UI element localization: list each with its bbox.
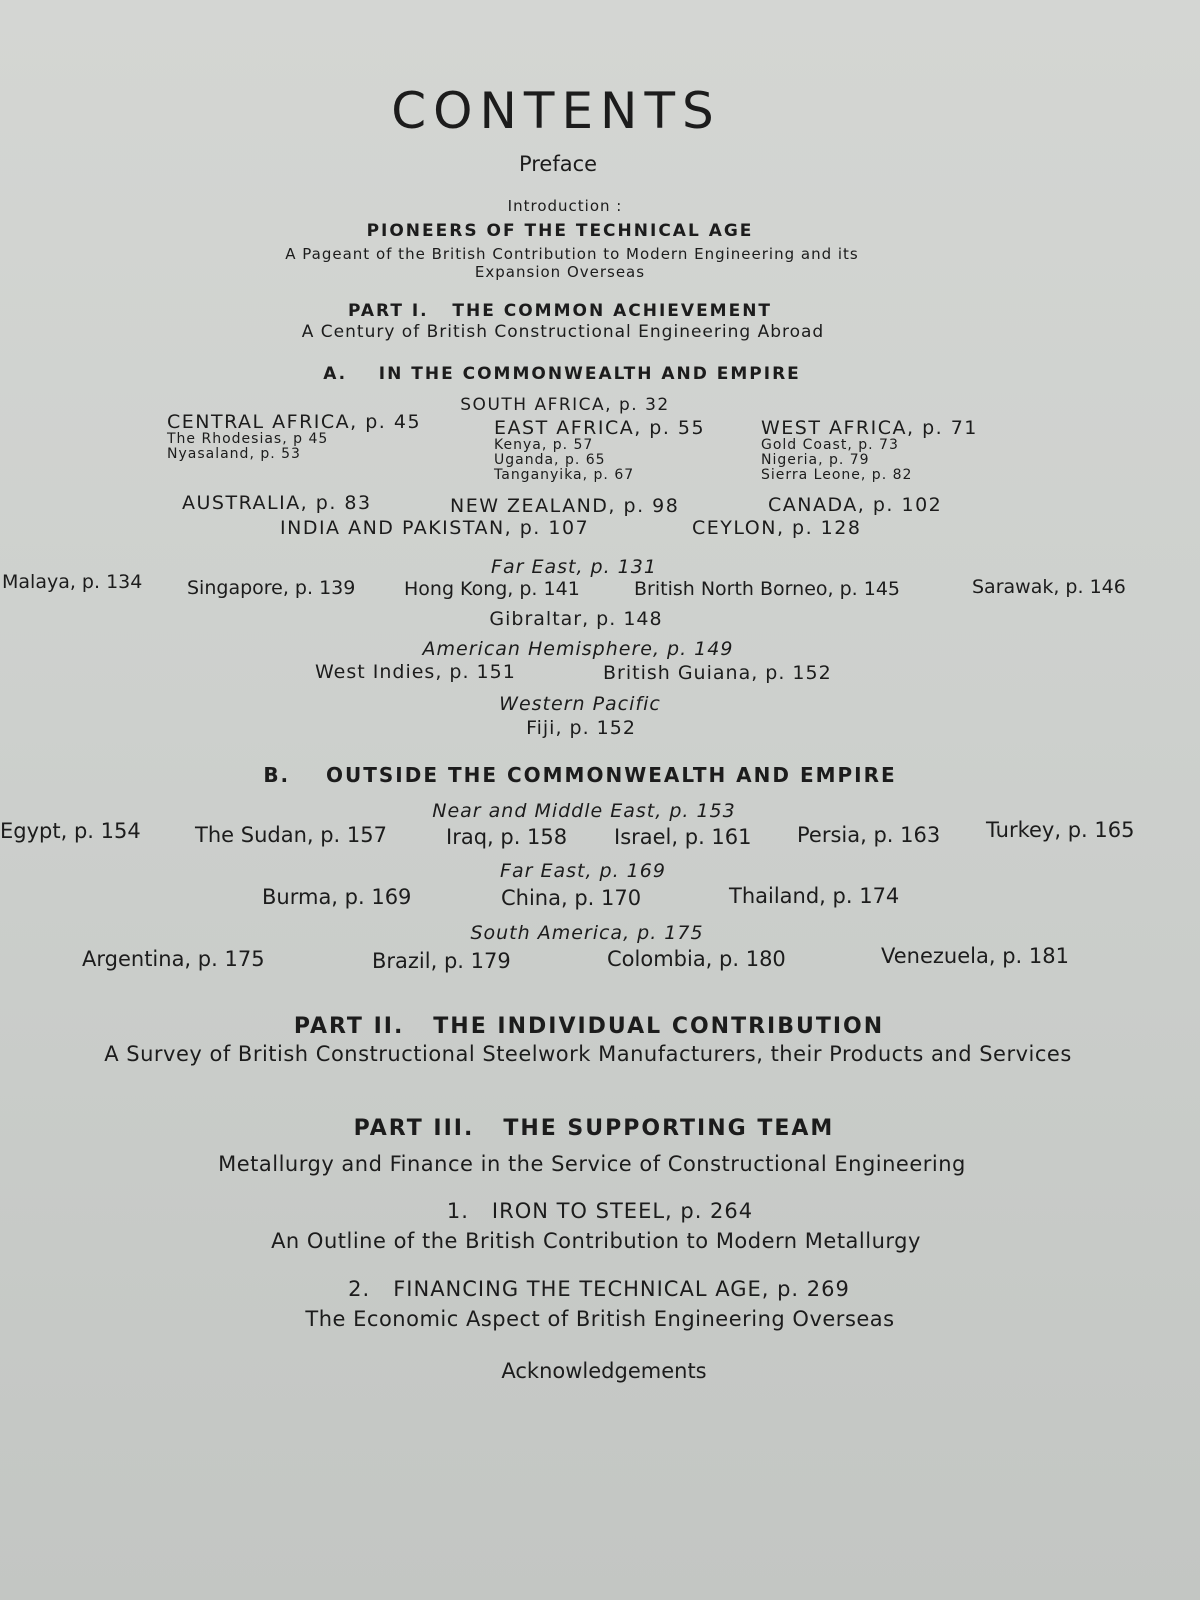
kenya-entry: Kenya, p. 57 bbox=[494, 437, 594, 453]
page-title: CONTENTS bbox=[391, 82, 721, 140]
singapore-entry: Singapore, p. 139 bbox=[187, 577, 356, 599]
preface-entry: Preface bbox=[518, 152, 598, 176]
venezuela-entry: Venezuela, p. 181 bbox=[881, 944, 1069, 968]
persia-entry: Persia, p. 163 bbox=[797, 823, 941, 847]
iraq-entry: Iraq, p. 158 bbox=[446, 825, 568, 849]
far-east-a-heading: Far East, p. 131 bbox=[491, 556, 657, 578]
west-africa-column bbox=[761, 418, 978, 483]
india-pakistan-entry: INDIA AND PAKISTAN, p. 107 bbox=[280, 517, 590, 539]
south-africa-entry: SOUTH AFRICA, p. 32 bbox=[460, 395, 670, 415]
malaya-entry: Malaya, p. 134 bbox=[2, 571, 143, 593]
near-middle-east-heading: Near and Middle East, p. 153 bbox=[432, 800, 736, 822]
sarawak-entry: Sarawak, p. 146 bbox=[972, 576, 1126, 598]
tanganyika-entry: Tanganyika, p. 67 bbox=[494, 467, 635, 483]
section-a-heading: A. IN THE COMMONWEALTH AND EMPIRE bbox=[323, 364, 801, 384]
part3-subtitle: Metallurgy and Finance in the Service of Constructional Engineering bbox=[218, 1152, 966, 1176]
introduction-label: Introduction : bbox=[507, 197, 623, 215]
turkey-entry: Turkey, p. 165 bbox=[986, 818, 1135, 842]
introduction-subtitle-line2: Expansion Overseas bbox=[474, 263, 646, 281]
east-africa-column bbox=[494, 418, 705, 483]
part2-subtitle: A Survey of British Constructional Steelwork Manufacturers, their Products and Services bbox=[104, 1042, 1072, 1066]
british-guiana-entry: British Guiana, p. 152 bbox=[603, 662, 832, 684]
iron-to-steel-subtitle: An Outline of the British Contribution to Modern Metallurgy bbox=[271, 1229, 921, 1253]
part2-heading: PART II. THE INDIVIDUAL CONTRIBUTION bbox=[293, 1014, 885, 1039]
american-hemisphere-heading: American Hemisphere, p. 149 bbox=[422, 638, 734, 660]
central-africa-entry: CENTRAL AFRICA, p. 45 bbox=[167, 411, 422, 433]
nyasaland-entry: Nyasaland, p. 53 bbox=[167, 446, 301, 462]
egypt-entry: Egypt, p. 154 bbox=[0, 819, 141, 843]
hong-kong-entry: Hong Kong, p. 141 bbox=[404, 578, 580, 600]
sierra-leone-entry: Sierra Leone, p. 82 bbox=[761, 467, 913, 483]
gold-coast-entry: Gold Coast, p. 73 bbox=[761, 437, 899, 453]
financing-entry: 2. FINANCING THE TECHNICAL AGE, p. 269 bbox=[348, 1277, 850, 1301]
central-africa-column bbox=[167, 412, 421, 462]
rhodesias-entry: The Rhodesias, p 45 bbox=[167, 431, 329, 447]
west-africa-entry: WEST AFRICA, p. 71 bbox=[761, 417, 978, 439]
west-indies-entry: West Indies, p. 151 bbox=[315, 661, 516, 683]
financing-subtitle: The Economic Aspect of British Engineering Overseas bbox=[305, 1307, 895, 1331]
ceylon-entry: CEYLON, p. 128 bbox=[692, 517, 862, 539]
far-east-b-heading: Far East, p. 169 bbox=[500, 860, 666, 882]
introduction-subtitle-line1: A Pageant of the British Contribution to Modern Engineering and its bbox=[285, 245, 859, 263]
sudan-entry: The Sudan, p. 157 bbox=[195, 823, 387, 847]
iron-to-steel-entry: 1. IRON TO STEEL, p. 264 bbox=[446, 1199, 754, 1223]
part1-subtitle: A Century of British Constructional Engineering Abroad bbox=[301, 322, 825, 342]
part1-heading: PART I. THE COMMON ACHIEVEMENT bbox=[347, 301, 773, 321]
introduction-heading: PIONEERS OF THE TECHNICAL AGE bbox=[366, 221, 754, 241]
china-entry: China, p. 170 bbox=[501, 886, 642, 910]
western-pacific-heading: Western Pacific bbox=[499, 693, 661, 715]
new-zealand-entry: NEW ZEALAND, p. 98 bbox=[450, 495, 680, 517]
east-africa-entry: EAST AFRICA, p. 55 bbox=[494, 417, 706, 439]
colombia-entry: Colombia, p. 180 bbox=[607, 947, 786, 971]
part3-heading: PART III. THE SUPPORTING TEAM bbox=[353, 1116, 835, 1141]
acknowledgements-entry: Acknowledgements bbox=[501, 1359, 707, 1383]
gibraltar-entry: Gibraltar, p. 148 bbox=[489, 608, 663, 630]
brazil-entry: Brazil, p. 179 bbox=[372, 949, 511, 973]
south-america-heading: South America, p. 175 bbox=[470, 922, 704, 944]
section-b-heading: B. OUTSIDE THE COMMONWEALTH AND EMPIRE bbox=[263, 763, 897, 787]
nigeria-entry: Nigeria, p. 79 bbox=[761, 452, 870, 468]
argentina-entry: Argentina, p. 175 bbox=[82, 947, 265, 971]
canada-entry: CANADA, p. 102 bbox=[768, 494, 943, 516]
fiji-entry: Fiji, p. 152 bbox=[526, 717, 636, 739]
israel-entry: Israel, p. 161 bbox=[614, 825, 752, 849]
british-north-borneo-entry: British North Borneo, p. 145 bbox=[634, 578, 900, 600]
thailand-entry: Thailand, p. 174 bbox=[729, 884, 900, 908]
australia-entry: AUSTRALIA, p. 83 bbox=[182, 492, 372, 514]
uganda-entry: Uganda, p. 65 bbox=[494, 452, 606, 468]
burma-entry: Burma, p. 169 bbox=[262, 885, 412, 909]
